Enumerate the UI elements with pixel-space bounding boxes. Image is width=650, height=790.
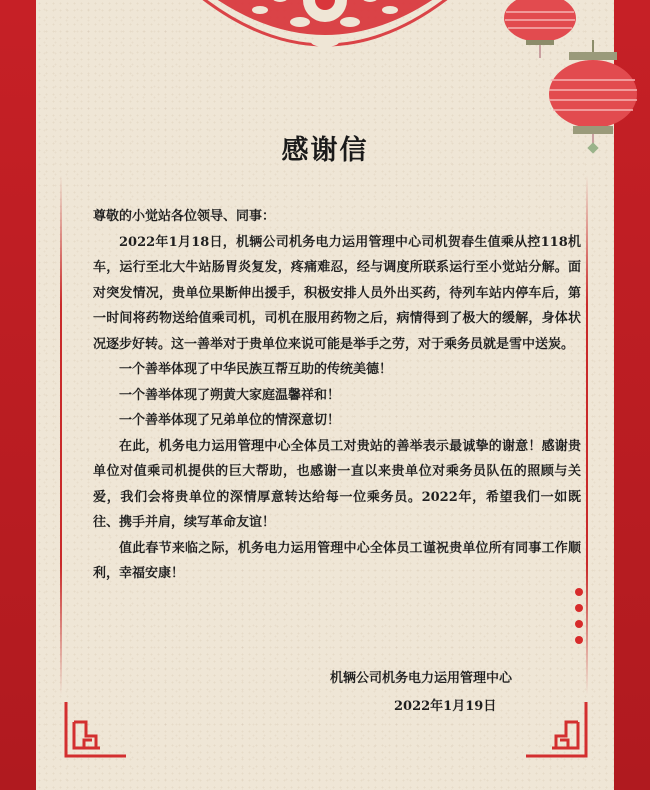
papercut-flower-icon	[160, 0, 490, 80]
paragraph: 一个善举体现了朔黄大家庭温馨祥和！	[119, 387, 341, 403]
salutation: 尊敬的小觉站各位领导、同事：	[93, 209, 276, 224]
signature-org: 机辆公司机务电力运用管理中心	[330, 671, 513, 686]
dot-icon	[575, 636, 583, 644]
paragraph: 一个善举体现了兄弟单位的情深意切！	[119, 413, 341, 428]
letter-title: 感谢信	[281, 135, 369, 166]
paragraph: 在此，机务电力运用管理中心全体员工对贵站的善举表示最诚挚的谢意！感谢贵单位对值乘司机提供的巨大帮助，也感谢一直以来贵单位对乘务员队伍的照顾与关爱，我们会将贵单位的深情厚意转达给每一位乘务员。2022年，希望我们一如既往、携手并肩，续写革命友谊！	[93, 438, 581, 530]
fretwork-corner-icon	[62, 702, 126, 760]
dot-icon	[575, 604, 583, 612]
fretwork-corner-icon	[526, 702, 590, 760]
paragraph: 一个善举体现了中华民族互帮互助的传统美德！	[119, 362, 393, 377]
dot-icon	[575, 620, 583, 628]
dot-icon	[575, 588, 583, 596]
left-decorative-line	[60, 175, 62, 695]
paragraph: 值此春节来临之际，机务电力运用管理中心全体员工谨祝贵单位所有同事工作顺利，幸福安康！	[93, 540, 581, 581]
signature-date: 2022年1月19日	[394, 699, 497, 714]
signature-block	[330, 665, 550, 721]
letter-body	[93, 204, 581, 587]
decorative-dots	[575, 588, 583, 652]
right-decorative-line	[586, 175, 588, 695]
paragraph: 2022年1月18日，机辆公司机务电力运用管理中心司机贺春生值乘从控118机车，运行至北大牛站肠胃炎复发，疼痛难忍，经与调度所联系运行至小觉站分解。面对突发情况，贵单位果断伸出援手，积极安排人员外出买药，待列车站内停车后，第一时间将药物送给值乘司机，司机在服用药物之后，病情得到了极大的缓解，身体状况逐步好转。这一善举对于贵单位来说可能是举手之劳，对于乘务员就是雪中送炭。	[93, 234, 581, 352]
